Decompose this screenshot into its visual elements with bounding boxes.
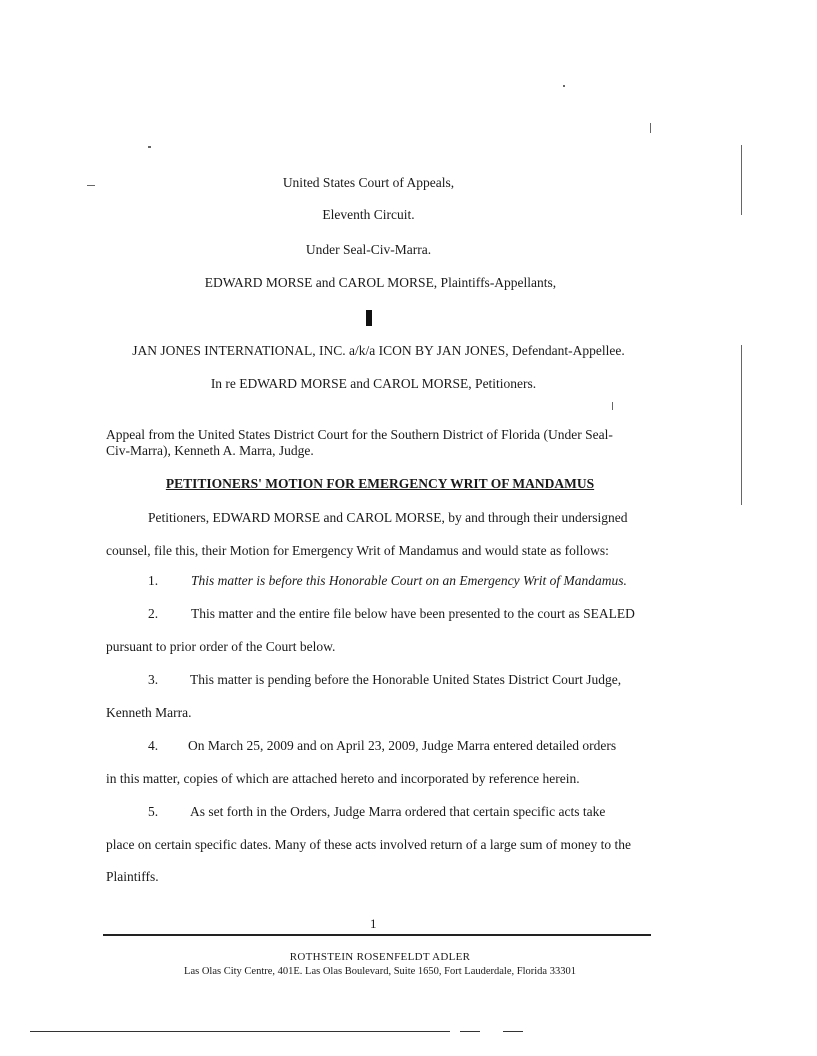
item-text: As set forth in the Orders, Judge Marra ordered that certain specific acts take [190,804,606,819]
item-text: On March 25, 2009 and on April 23, 2009, Judge Marra entered detailed orders [188,738,617,753]
item-text-continued: Plaintiffs. [106,869,159,884]
item-text-continued: place on certain specific dates. Many of these acts involved return of a large sum of money to the [106,837,631,852]
item-number: 5. [148,804,159,819]
item-number: 2. [148,606,159,621]
scan-artifact [563,85,565,87]
footer-rule [103,934,651,936]
defendant-line: JAN JONES INTERNATIONAL, INC. a/k/a ICON BY JAN JONES, Defendant-Appellee. [132,343,625,358]
court-name: United States Court of Appeals, [282,175,455,190]
versus-text [373,312,382,328]
item-text: This matter is before this Honorable Court on an Emergency Writ of Mandamus. [191,573,627,588]
item-number: 4. [148,738,159,753]
scan-artifact [650,123,651,133]
item-text: This matter and the entire file below have been presented to the court as SEALED [191,606,635,621]
circuit-name: Eleventh Circuit. [322,207,415,222]
appeal-line-1: Appeal from the United States District Court for the Southern District of Florida (Under Seal- [106,427,613,442]
scan-artifact [87,185,95,186]
item-number: 3. [148,672,159,687]
item-text: This matter is pending before the Honorable United States District Court Judge, [190,672,622,687]
bottom-rule [503,1031,523,1032]
scan-artifact [612,402,613,410]
bottom-rule [460,1031,480,1032]
motion-title: PETITIONERS' MOTION FOR EMERGENCY WRIT OF MANDAMUS [165,476,595,491]
firm-address: Las Olas City Centre, 401E. Las Olas Boulevard, Suite 1650, Fort Lauderdale, Florida 33301 [184,966,576,977]
item-text-continued: Kenneth Marra. [106,705,192,720]
scan-artifact [741,145,742,215]
petitioners-line: In re EDWARD MORSE and CAROL MORSE, Petitioners. [210,376,537,391]
page-number: 1 [370,916,377,931]
item-text-continued: in this matter, copies of which are attached hereto and incorporated by reference herein. [106,771,580,786]
seal-notice: Under Seal-Civ-Marra. [305,242,432,257]
plaintiffs-line: EDWARD MORSE and CAROL MORSE, Plaintiffs-Appellants, [204,275,557,290]
versus-mark [366,310,372,326]
appeal-line-2: Civ-Marra), Kenneth A. Marra, Judge. [106,443,314,458]
firm-name: ROTHSTEIN ROSENFELDT ADLER [289,951,471,963]
scan-artifact [741,345,742,505]
intro-line-1: Petitioners, EDWARD MORSE and CAROL MORSE, by and through their undersigned [148,510,628,525]
item-number: 1. [148,573,159,588]
bottom-rule [30,1031,450,1032]
scan-artifact [148,146,151,148]
item-text-continued: pursuant to prior order of the Court below. [106,639,336,654]
intro-line-2: counsel, file this, their Motion for Emergency Writ of Mandamus and would state as follows: [106,543,609,558]
